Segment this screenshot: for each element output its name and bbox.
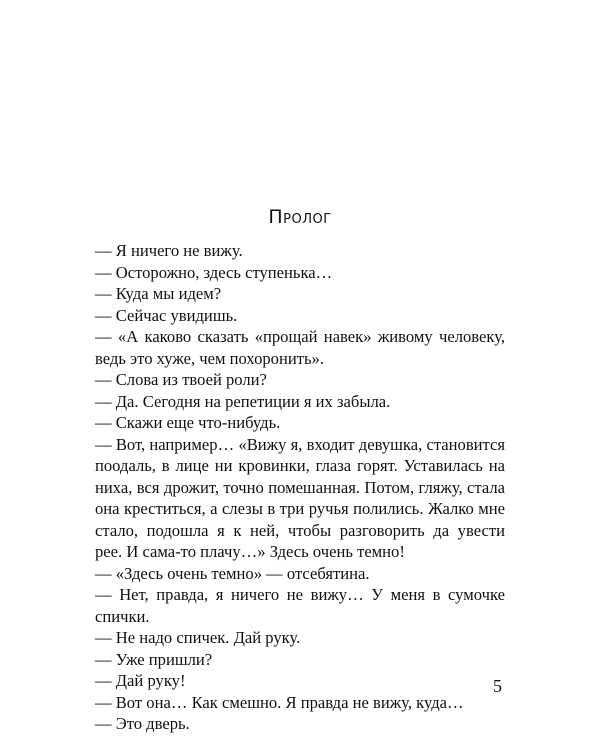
text-line: — Я ничего не вижу. bbox=[95, 241, 243, 260]
text-line: — Да. Сегодня на репетиции я их забыла. bbox=[95, 391, 391, 411]
chapter-title: Пролог bbox=[268, 206, 332, 228]
text-line: — Вот, например… «Вижу я, входит девушка, становится bbox=[95, 434, 505, 454]
text-line: ведь это хуже, чем похоронить». bbox=[95, 348, 324, 368]
text-line: рее. И сама-то плачу…» Здесь очень темно! bbox=[95, 542, 405, 561]
text-line: — Слова из твоей роли? bbox=[95, 370, 267, 389]
text-line: поодаль, в лице ни кровинки, глаза горят. Уставилась на bbox=[95, 456, 505, 475]
text-line: спички. bbox=[95, 606, 150, 626]
text-line: — Не надо спичек. Дай руку. bbox=[95, 628, 301, 647]
text-line: ниха, вся дрожит, точно помешанная. Потом, гляжу, стала bbox=[95, 477, 505, 497]
text-line: — Вот она… Как смешно. Я правда не вижу, куда… bbox=[95, 692, 464, 712]
text-line: — Уже пришли? bbox=[95, 649, 213, 669]
text-line: — Куда мы идем? bbox=[95, 284, 222, 303]
prologue-text bbox=[95, 240, 505, 735]
text-line: — Дай руку! bbox=[95, 671, 186, 690]
text-line: — «Здесь очень темно» — отсебятина. bbox=[95, 563, 370, 583]
text-line: — Это дверь. bbox=[95, 714, 190, 733]
text-line: — Нет, правда, я ничего не вижу… У меня в сумочке bbox=[95, 585, 505, 604]
page-number: 5 bbox=[493, 676, 502, 696]
text-line: — Сейчас увидишь. bbox=[95, 305, 238, 325]
text-line: — Осторожно, здесь ступенька… bbox=[95, 262, 333, 282]
text-line: стало, подошла я к ней, чтобы разговорить да увести bbox=[95, 520, 505, 540]
text-line: она креститься, а слезы в три ручья полились. Жалко мне bbox=[95, 499, 505, 518]
text-line: — Скажи еще что-нибудь. bbox=[95, 413, 281, 432]
text-line: — «А каково сказать «прощай навек» живому человеку, bbox=[95, 327, 505, 346]
